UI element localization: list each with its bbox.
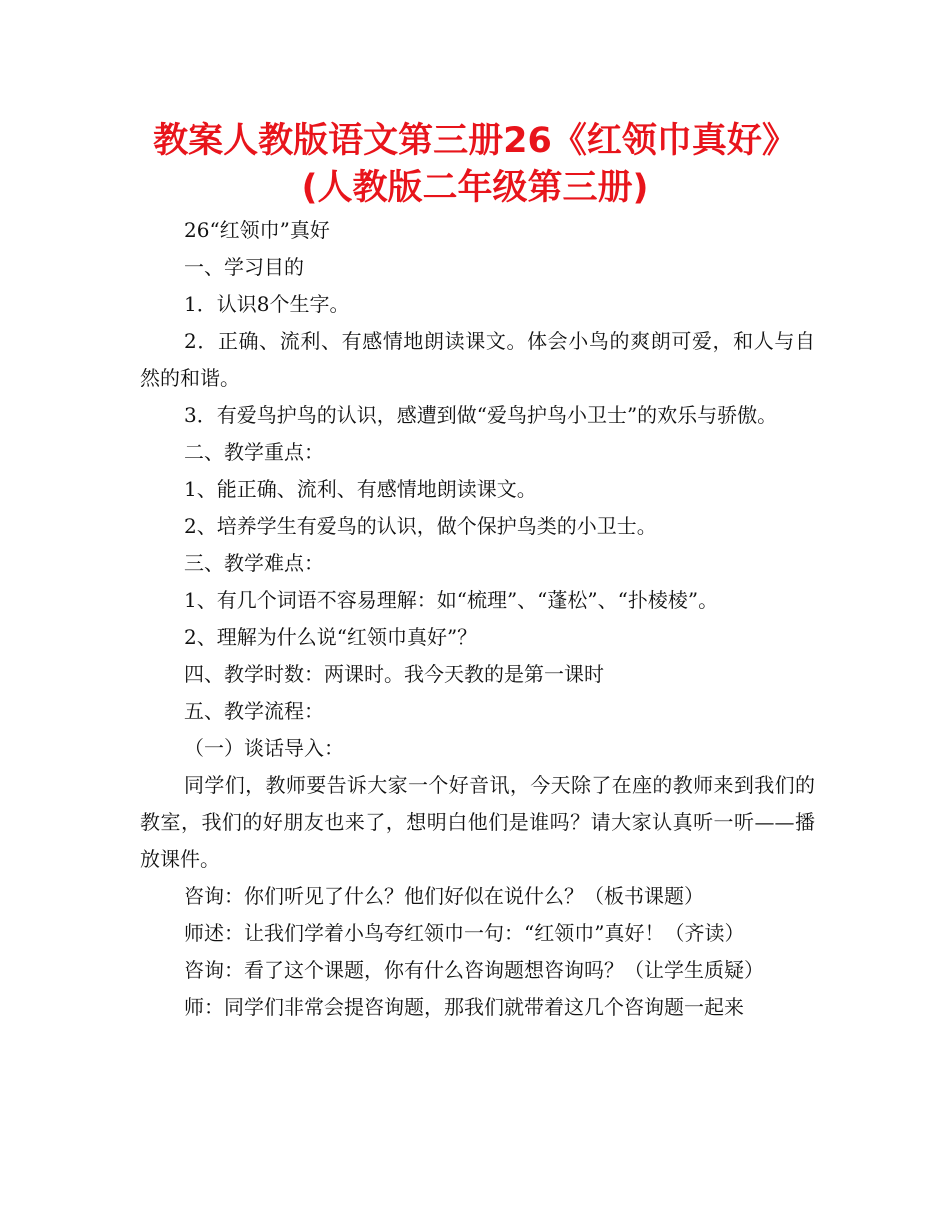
section-heading-objectives: 一、学习目的 (184, 255, 304, 279)
objective-item: 2．正确、流利、有感情地朗读课文。体会小鸟的爽朗可爱，和人与自然的和谐。 (140, 329, 815, 390)
key-point-item: 2、培养学生有爱鸟的认识，做个保护鸟类的小卫士。 (184, 514, 657, 538)
body-paragraph: 师述：让我们学着小鸟夸红领巾一句：“红领巾”真好！（齐读） (184, 921, 745, 945)
document-title (60, 118, 890, 212)
key-point-item: 1、能正确、流利、有感情地朗读课文。 (184, 477, 537, 501)
body-paragraph: 咨询：看了这个课题，你有什么咨询题想咨询吗？（让学生质疑） (184, 958, 764, 982)
body-paragraph: 同学们，教师要告诉大家一个好音讯，今天除了在座的教师来到我们的教室，我们的好朋友也来了，想明白他们是谁吗？请大家认真听一听——播放课件。 (140, 773, 815, 871)
difficulty-item: 1、有几个词语不容易理解：如“梳理”、“蓬松”、“扑棱棱”。 (184, 588, 719, 612)
title-line-2: (人教版二年级第三册) (301, 168, 649, 208)
section-heading-procedure: 五、教学流程： (184, 699, 324, 723)
objective-item: 3．有爱鸟护鸟的认识，感遭到做“爱鸟护鸟小卫士”的欢乐与骄傲。 (184, 403, 778, 427)
document-body (140, 212, 815, 1026)
difficulty-item: 2、理解为什么说“红领巾真好”？ (184, 625, 478, 649)
section-heading-key-points: 二、教学重点： (184, 440, 324, 464)
lesson-heading: 26“红领巾”真好 (184, 218, 330, 242)
objective-item: 1．认识8个生字。 (184, 292, 350, 316)
title-line-1: 教案人教版语文第三册26《红领巾真好》 (153, 121, 797, 161)
section-heading-difficulties: 三、教学难点： (184, 551, 324, 575)
body-paragraph: 咨询：你们听见了什么？他们好似在说什么？（板书课题） (184, 884, 704, 908)
section-heading-class-hours: 四、教学时数：两课时。我今天教的是第一课时 (184, 662, 604, 686)
body-paragraph: 师：同学们非常会提咨询题，那我们就带着这几个咨询题一起来 (184, 995, 744, 1019)
subsection-heading: （一）谈话导入： (184, 736, 344, 760)
